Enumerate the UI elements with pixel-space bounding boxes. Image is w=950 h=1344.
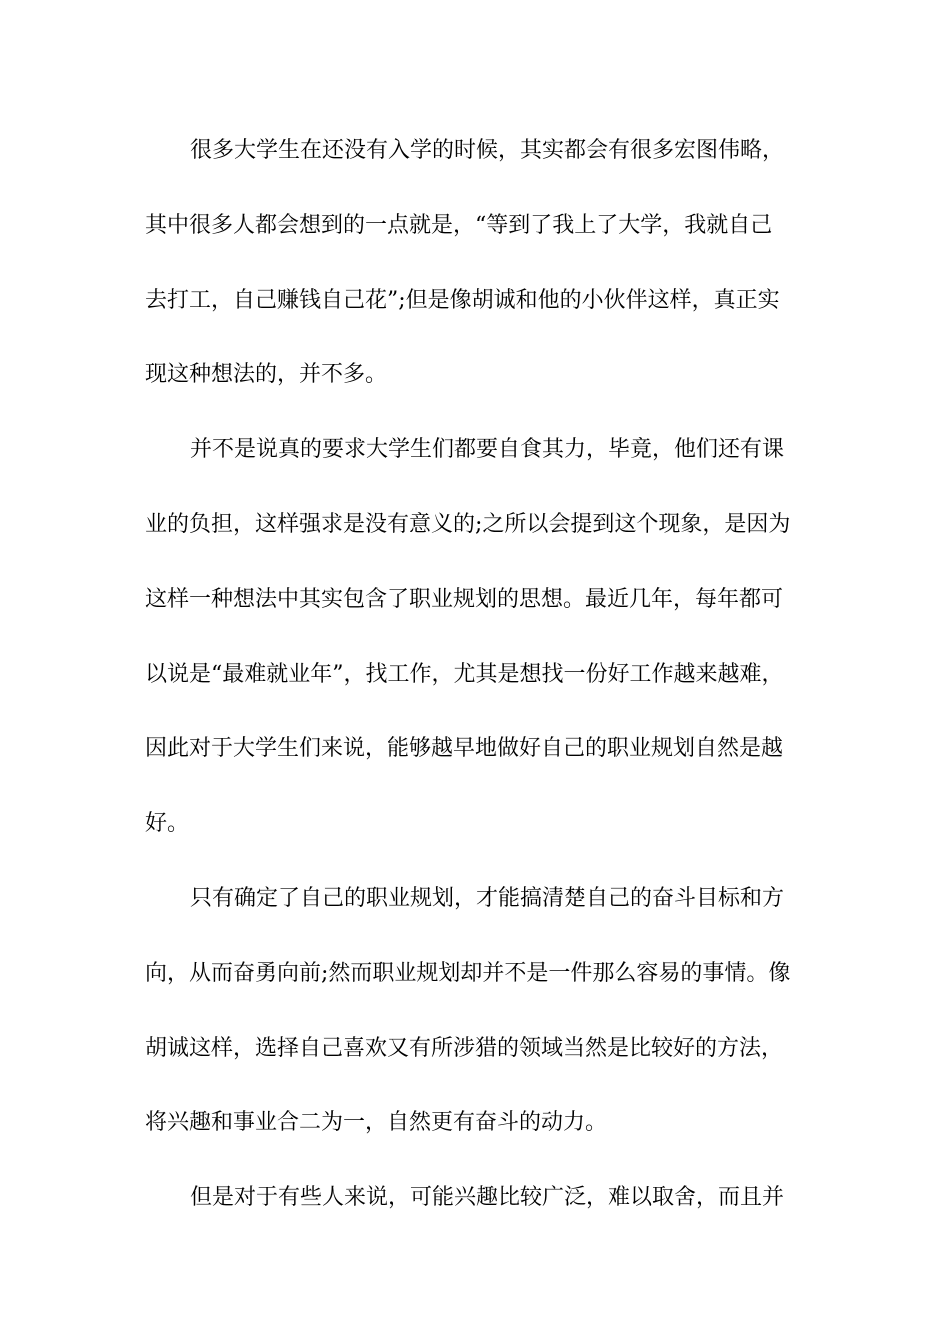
text-line: 去打工，自己赚钱自己花”;但是像胡诚和他的小伙伴这样，真正实 [145, 287, 780, 313]
text-line: 并不是说真的要求大学生们都要自食其力，毕竟，他们还有课 [190, 437, 785, 463]
text-line: 以说是“最难就业年”，找工作，尤其是想找一份好工作越来越难， [145, 661, 784, 687]
text-line: 现这种想法的，并不多。 [145, 362, 388, 388]
text-line: 其中很多人都会想到的一点就是，“等到了我上了大学，我就自己 [145, 212, 773, 238]
text-line: 只有确定了自己的职业规划，才能搞清楚自己的奋斗目标和方 [190, 885, 785, 911]
text-line: 将兴趣和事业合二为一，自然更有奋斗的动力。 [145, 1110, 608, 1136]
text-line: 这样一种想法中其实包含了职业规划的思想。最近几年，每年都可 [145, 586, 784, 612]
paragraph [145, 876, 820, 1175]
text-line: 好。 [145, 811, 190, 837]
text-line: 但是对于有些人来说，可能兴趣比较广泛，难以取舍，而且并 [190, 1185, 785, 1211]
text-line: 向，从而奋勇向前;然而职业规划却并不是一件那么容易的事情。像 [145, 960, 791, 986]
paragraph [145, 1175, 820, 1250]
paragraph [145, 128, 820, 427]
text-line: 因此对于大学生们来说，能够越早地做好自己的职业规划自然是越 [145, 736, 784, 762]
text-line: 很多大学生在还没有入学的时候，其实都会有很多宏图伟略， [190, 138, 785, 163]
document-body [145, 128, 820, 1250]
text-line: 胡诚这样，选择自己喜欢又有所涉猎的领域当然是比较好的方法， [145, 1035, 784, 1061]
text-line: 业的负担，这样强求是没有意义的;之所以会提到这个现象，是因为 [145, 511, 791, 537]
paragraph [145, 427, 820, 876]
